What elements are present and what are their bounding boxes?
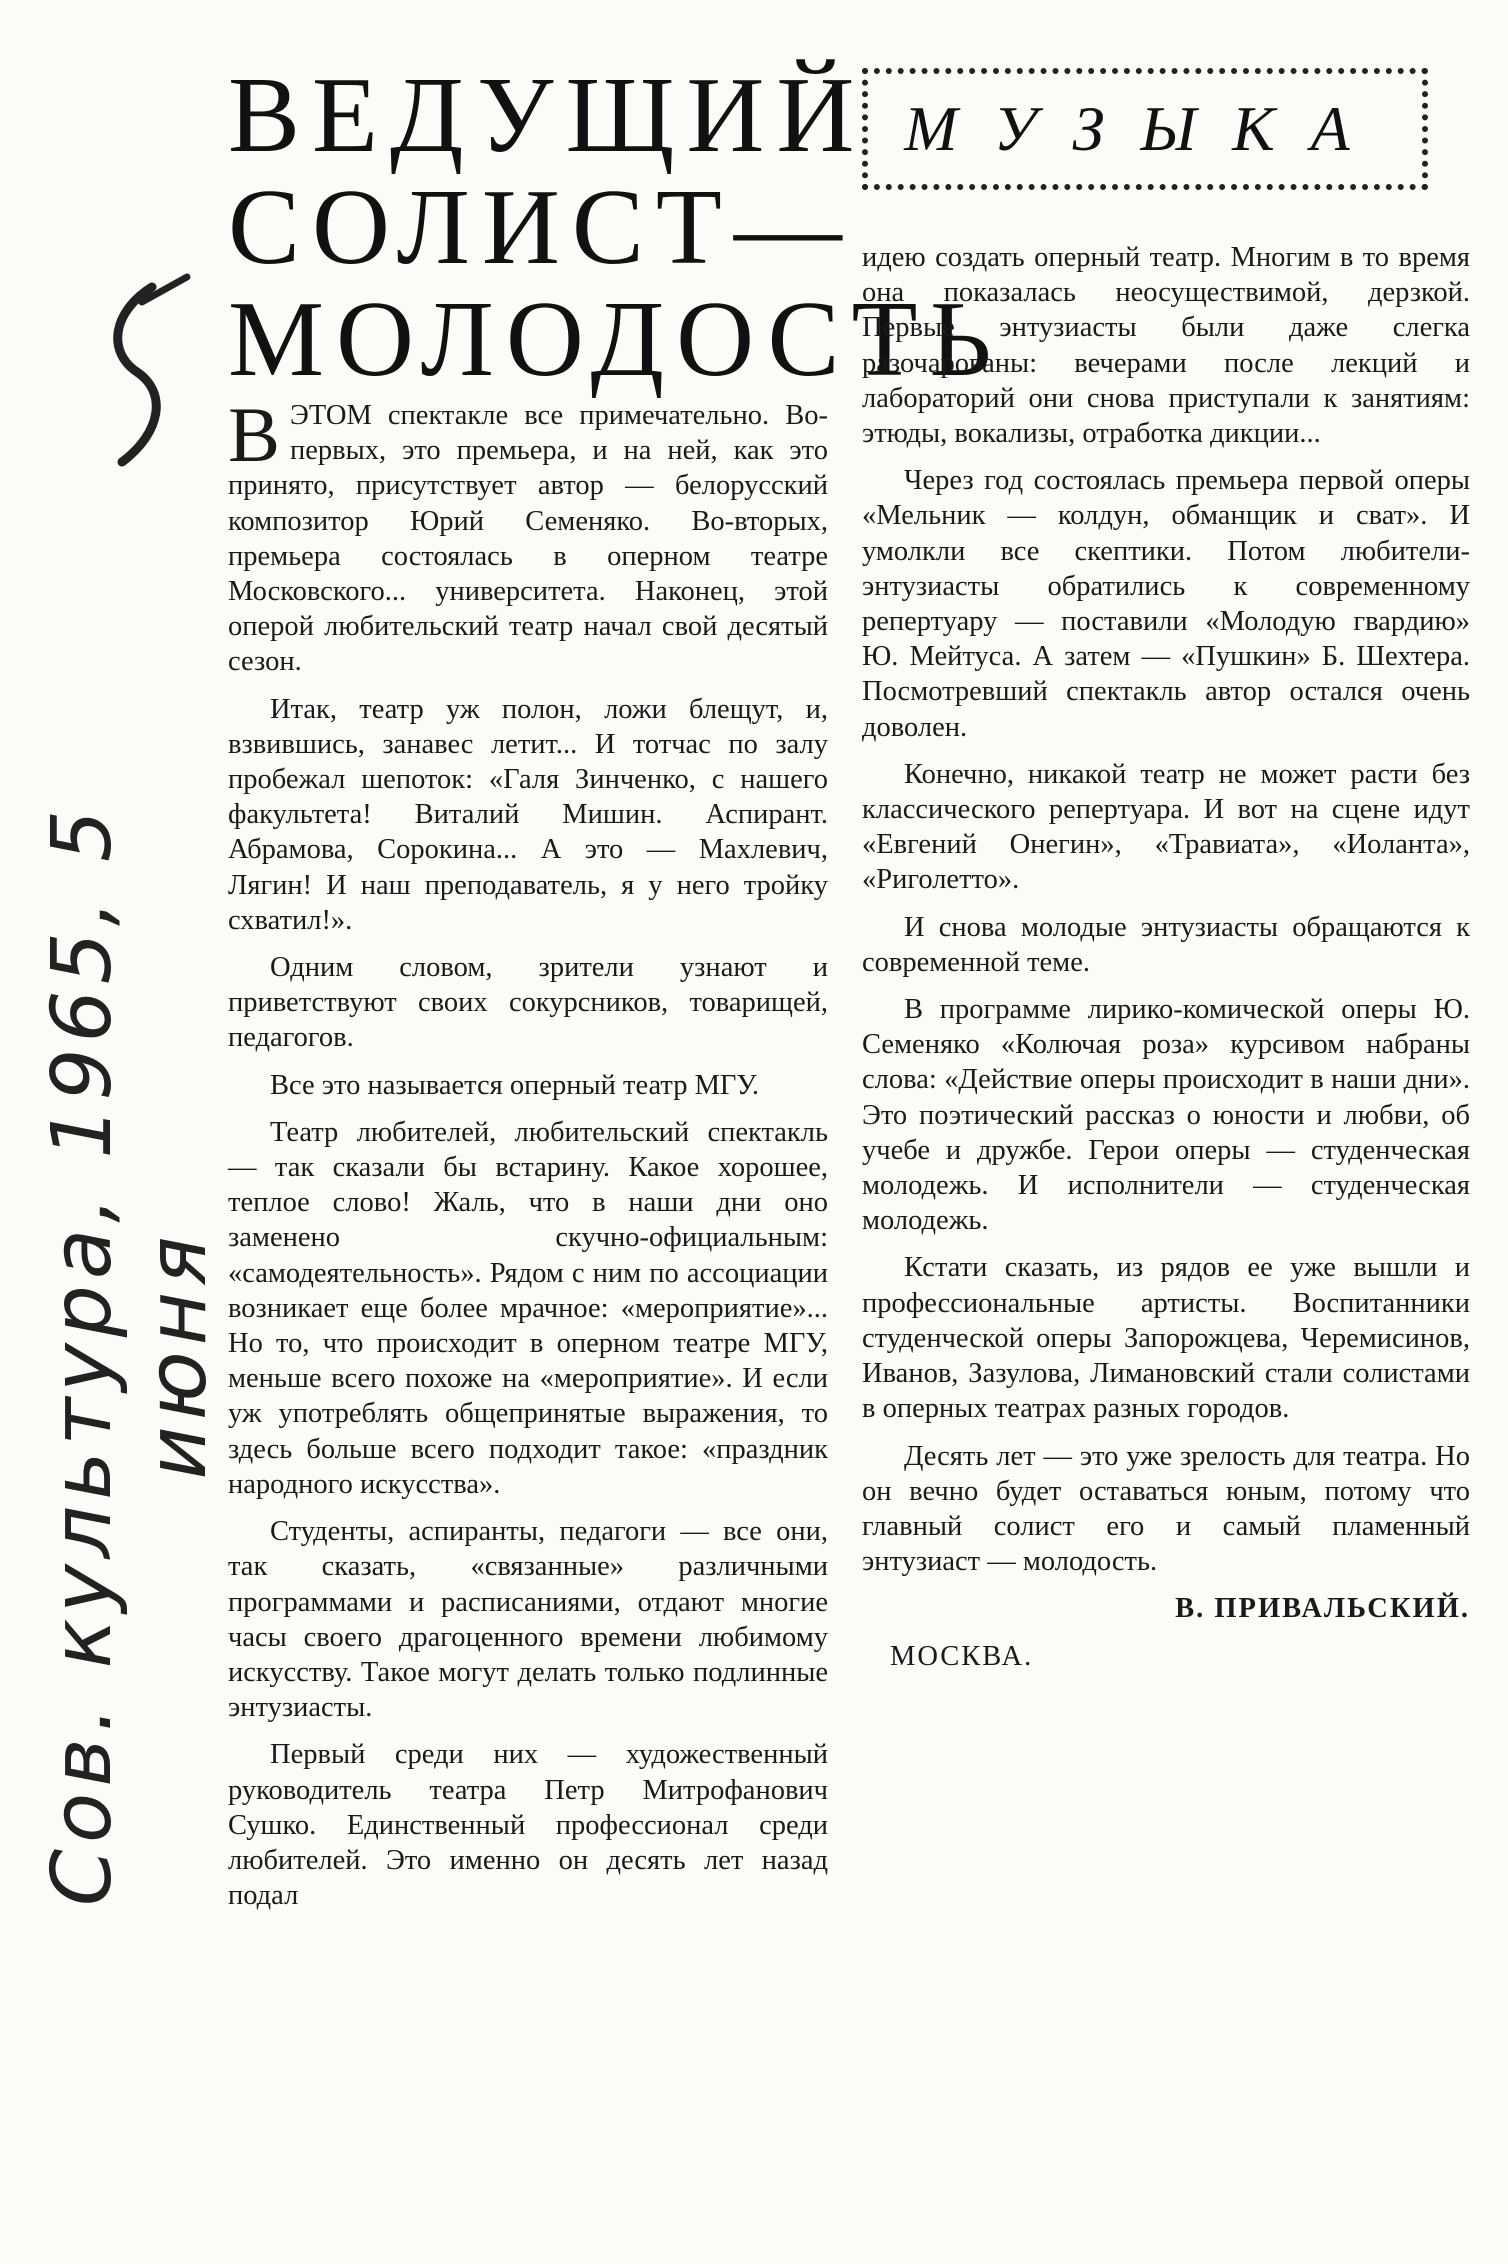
drop-cap: В	[228, 391, 281, 478]
article-paragraph: Первый среди них — художественный руководитель театра Петр Митрофанович Сушко. Единственный профессионал среди любителей. Это именно он десять лет назад подал	[228, 1739, 828, 1912]
author-signature: В. ПРИВАЛЬСКИЙ.	[1175, 1593, 1470, 1625]
headline-line: ВЕДУЩИЙ	[228, 56, 867, 175]
handwritten-source-note: Сов. культура, 1965, 5 июня	[35, 803, 225, 1907]
article-paragraph: Все это называется оперный театр МГУ.	[270, 1069, 760, 1101]
article-paragraph: И снова молодые энтузиасты обращаются к современной теме.	[862, 911, 1470, 978]
headline-line: СОЛИСТ—	[228, 168, 854, 287]
article-paragraph	[228, 391, 828, 680]
article-paragraph: В программе лирико-комической оперы Ю. Семеняко «Колючая роза» курсивом набраны слова: «Действие оперы происходит в наши дни». Это поэтический рассказ о юности и любви, об учебе и дружбе. Герои оперы — студенческая молодежь. И исполнители — студенческая молодежь.	[862, 994, 1470, 1237]
article-paragraph: Студенты, аспиранты, педагоги — все они, так сказать, «связанные» различными программами и расписаниями, отдают многие часы своего драгоценного времени любимому искусству. Такое могут делать только подлинные энтузиасты.	[228, 1516, 828, 1724]
dateline-city: МОСКВА.	[890, 1640, 1034, 1672]
article-paragraph: Кстати сказать, из рядов ее уже вышли и профессиональные артисты. Воспитанники студенческой оперы Запорожцева, Черемисинов, Иванов, Зазулова, Лимановский стали солистами в оперных театрах разных городов.	[862, 1252, 1470, 1425]
right-column	[862, 240, 1470, 1686]
headline-line: МОЛОДОСТЬ	[228, 280, 1004, 399]
article-paragraph: Через год состоялась премьера первой оперы «Мельник — колдун, обманщик и сват». И умолкли все скептики. Потом любители-энтузиасты обратились к современному репертуару — поставили «Молодую гвардию» Ю. Мейтуса. А затем — «Пушкин» Б. Шехтера. Посмотревший спектакль автор остался очень доволен.	[862, 465, 1470, 743]
handwritten-mark-icon	[82, 272, 202, 472]
section-rubric: МУЗЫКА	[862, 68, 1428, 190]
article-paragraph: Десять лет — это уже зрелость для театра. Но он вечно будет оставаться юным, потому что главный солист его и самый пламенный энтузиаст — молодость.	[862, 1440, 1470, 1578]
article-paragraph: Конечно, никакой театр не может расти без классического репертуара. И вот на сцене идут «Евгений Онегин», «Травиата», «Иоланта», «Риголетто».	[862, 758, 1470, 896]
paragraph-text: ЭТОМ спектакле все примечательно. Во-первых, это премьера, и на ней, как это принято, присутствует автор — белорусский композитор Юрий Семеняко. Во-вторых, премьера состоялась в оперном театре Московского... университета. Наконец, этой оперой любительский театр начал свой десятый сезон.	[228, 400, 828, 678]
article-paragraph: Итак, театр уж полон, ложи блещут, и, взвившись, занавес летит... И тотчас по залу пробежал шепоток: «Галя Зинченко, с нашего факультета! Виталий Мишин. Аспирант. Абрамова, Сорокина... А это — Махлевич, Лягин! И наш преподаватель, я у него тройку схватил!».	[228, 693, 828, 936]
article-paragraph: Одним словом, зрители узнают и приветствуют своих сокурсников, товарищей, педагогов.	[228, 952, 828, 1054]
article-paragraph: идею создать оперный театр. Многим в то время она показалась неосуществимой, дерзкой. Первые энтузиасты были даже слегка разочарованы: вечерами после лекций и лабораторий они снова приступали к занятиям: этюды, вокализы, отработка дикции...	[862, 242, 1470, 450]
left-column	[228, 391, 828, 1925]
article-paragraph: Театр любителей, любительский спектакль — так сказали бы встарину. Какое хорошее, теплое слово! Жаль, что в наши дни оно заменено скучно-официальным: «самодеятельность». Рядом с ним по ассоциации возникает еще более мрачное: «мероприятие»... Но то, что происходит в оперном театре МГУ, меньше всего похоже на «мероприятие». И если уж употреблять общепринятые выражения, то здесь больше всего подходит такое: «праздник народного искусства».	[228, 1116, 828, 1500]
article-headline	[228, 56, 1004, 399]
